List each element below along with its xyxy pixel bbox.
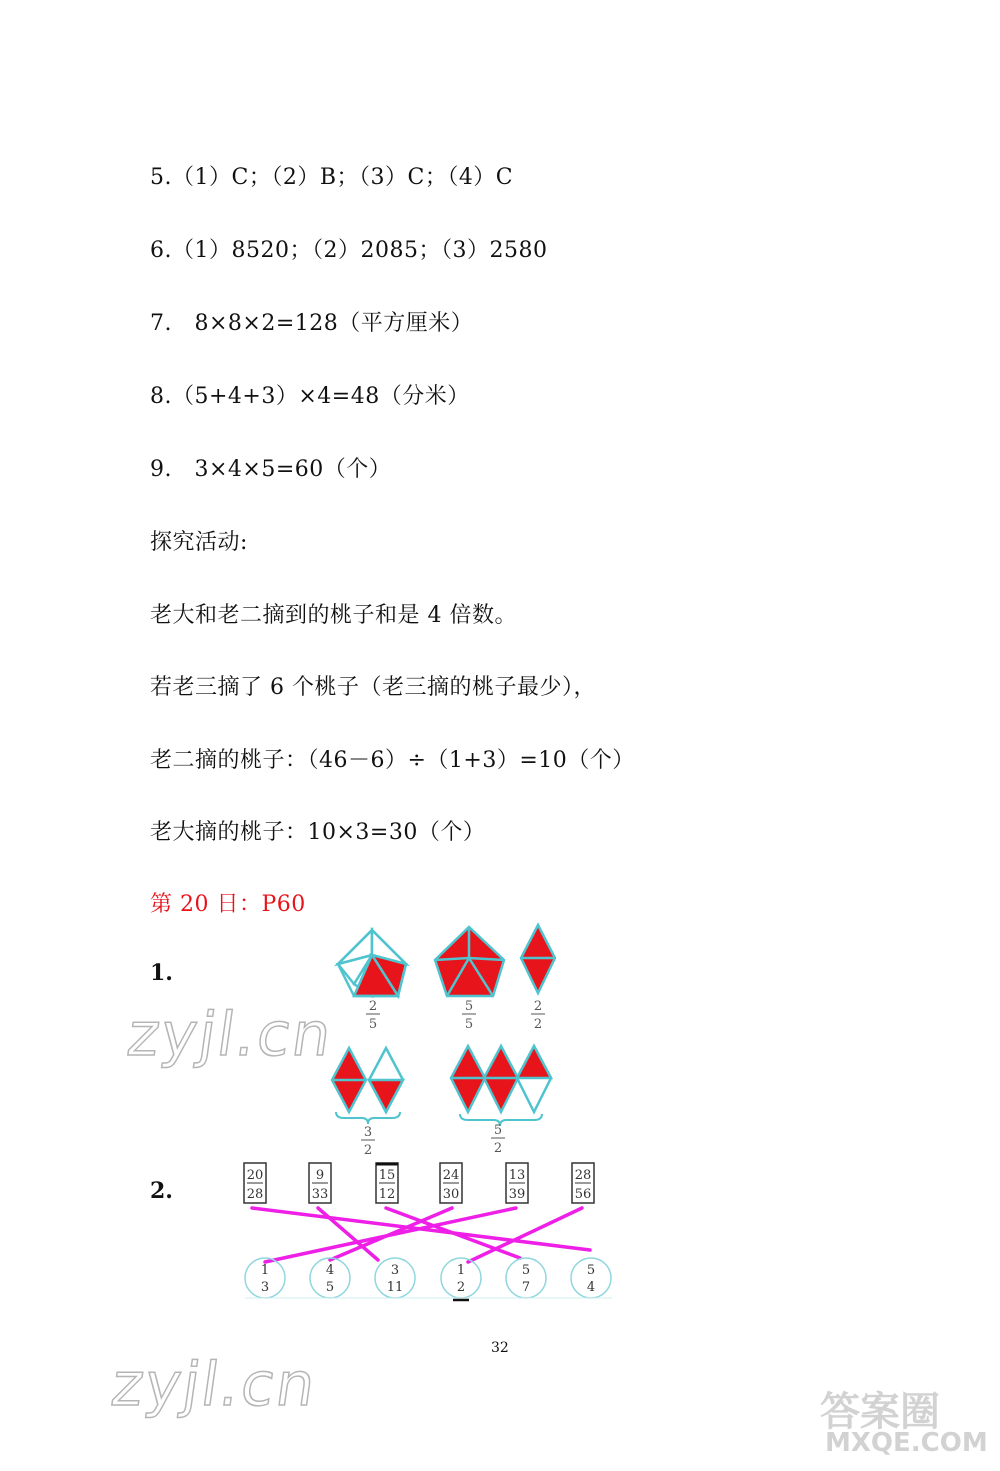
fraction-labels-row2 xyxy=(361,1123,505,1158)
circle-4-den: 2 xyxy=(456,1280,466,1295)
box-2-num: 9 xyxy=(315,1168,325,1183)
q2-circles xyxy=(245,1258,612,1300)
box-3-num: 15 xyxy=(378,1168,396,1183)
box-2-den: 33 xyxy=(311,1187,329,1202)
box-4-num: 24 xyxy=(442,1168,460,1183)
answer-6: 6.（1）8520；（2）2085；（3）2580 xyxy=(150,238,548,263)
label-2-2-den: 2 xyxy=(533,1017,543,1032)
circle-6-den: 4 xyxy=(586,1280,596,1295)
pentagon-two-fifths xyxy=(338,930,406,996)
box-3-den: 12 xyxy=(378,1187,396,1202)
answer-8: 8.（5+4+3）×4=48（分米） xyxy=(150,384,470,409)
explore-heading: 探究活动: xyxy=(150,530,248,555)
q2-boxes xyxy=(244,1163,594,1203)
label-2-2-num: 2 xyxy=(533,999,543,1014)
watermark-upper: zyjl.cn xyxy=(123,1000,338,1070)
explore-line-3: 老二摘的桃子：（46－6）÷（1+3）=10（个） xyxy=(150,748,635,773)
question-2-number: 2. xyxy=(150,1178,173,1204)
explore-line-4: 老大摘的桃子：10×3=30（个） xyxy=(150,820,486,845)
circle-5-den: 7 xyxy=(521,1280,531,1295)
circle-1-num: 1 xyxy=(260,1263,270,1278)
label-5-5-den: 5 xyxy=(464,1017,474,1032)
label-5-2-den: 2 xyxy=(493,1141,503,1156)
label-2-5-num: 2 xyxy=(368,999,378,1014)
label-5-2-num: 5 xyxy=(493,1123,503,1138)
answer-5: 5.（1）C；（2）B；（3）C；（4）C xyxy=(150,165,514,190)
circle-3-num: 3 xyxy=(390,1263,400,1278)
circle-2-den: 5 xyxy=(325,1280,335,1295)
braces xyxy=(336,1112,542,1126)
circle-3-den: 11 xyxy=(386,1280,404,1295)
page-number: 32 xyxy=(491,1340,509,1356)
watermark-lower: zyjl.cn xyxy=(107,1350,322,1420)
box-1-den: 28 xyxy=(246,1187,264,1202)
diamond-two-halves xyxy=(521,925,555,993)
box-4-den: 30 xyxy=(442,1187,460,1202)
pentagon-five-fifths xyxy=(435,927,504,996)
box-1-num: 20 xyxy=(246,1168,264,1183)
diamond-group-three-halves xyxy=(332,1048,403,1112)
box-5-den: 39 xyxy=(508,1187,526,1202)
fraction-labels-row1 xyxy=(366,999,545,1032)
explore-line-2: 若老三摘了 6 个桃子（老三摘的桃子最少）， xyxy=(150,675,596,700)
label-2-5-den: 5 xyxy=(368,1017,378,1032)
diamond-group-five-halves xyxy=(451,1046,551,1112)
box-5-num: 13 xyxy=(508,1168,526,1183)
day-heading: 第 20 日：P60 xyxy=(150,892,306,917)
box-6-num: 28 xyxy=(574,1168,592,1183)
label-3-2-num: 3 xyxy=(363,1125,373,1140)
explore-line-1: 老大和老二摘到的桃子和是 4 倍数。 xyxy=(150,603,517,628)
watermark-domain: MXQE.COM xyxy=(825,1428,988,1458)
box-6-den: 56 xyxy=(574,1187,592,1202)
label-3-2-den: 2 xyxy=(363,1143,373,1158)
circle-4-num: 1 xyxy=(456,1263,466,1278)
question-1-number: 1. xyxy=(150,960,173,986)
matching-lines xyxy=(252,1208,590,1262)
circle-1-den: 3 xyxy=(260,1280,270,1295)
answer-7: 7. 8×8×2=128（平方厘米） xyxy=(150,311,474,336)
watermark-logo-text: 答案圈 xyxy=(820,1389,940,1435)
circle-6-num: 5 xyxy=(586,1263,596,1278)
answer-9: 9. 3×4×5=60（个） xyxy=(150,457,392,482)
circle-5-num: 5 xyxy=(521,1263,531,1278)
circle-2-num: 4 xyxy=(325,1263,335,1278)
label-5-5-num: 5 xyxy=(464,999,474,1014)
